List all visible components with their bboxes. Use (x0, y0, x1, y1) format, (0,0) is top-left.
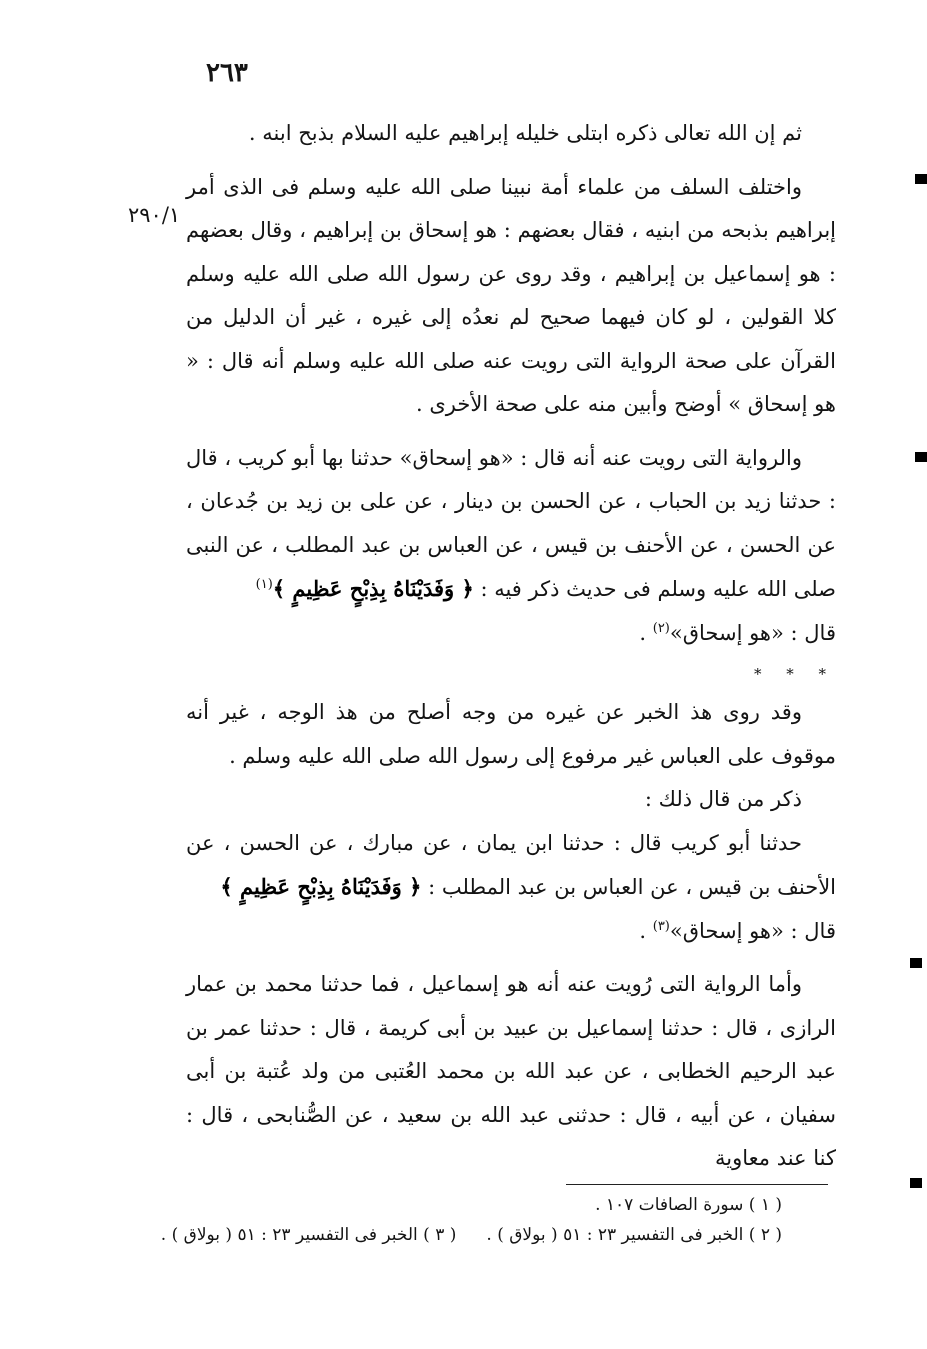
footnote-2: ( ٢ ) الخبر فى التفسير ٢٣ : ٥١ ( بولاق ) . (486, 1225, 782, 1245)
paragraph (186, 822, 836, 954)
edge-mark (910, 958, 922, 968)
section-separator: * * * (753, 665, 836, 683)
quran-verse: ﴿ وَفَدَيْنَاهُ بِذِبْحٍ عَظِيمٍ ﴾ (272, 576, 474, 601)
footnote-marker: (٢) (652, 620, 670, 636)
paragraph: وأما الرواية التى رُويت عنه أنه هو إسماعيل ، فما حدثنا محمد بن عمار الرازى ، قال : حدثنا إسماعيل بن عبيد بن أبى كريمة ، قال : حدثنا عمر بن عبد الرحيم الخطابى ، عن عبد الله بن محمد العُتبى من ولد عُتبة بن أبى سفيان ، عن أبيه ، قال : حدثنى عبد الله بن سعيد ، عن الصُّنابحى ، قال : كنا عند معاوية (186, 972, 836, 1170)
hadith-quote: «هو إسحاق» (669, 620, 784, 645)
quran-verse: ﴿ وَفَدَيْنَاهُ بِذِبْحٍ عَظِيمٍ ﴾ (220, 874, 422, 899)
paragraph: واختلف السلف من علماء أمة نبينا صلى الله عليه وسلم فى الذى أمر إبراهيم بذبحه من ابنيه ، فقال بعضهم : هو إسحاق بن إبراهيم ، وقال بعضهم : هو إسماعيل بن إبراهيم ، وقد روى عن رسول الله صلى الله عليه وسلم كلا القولين ، لو كان فيهما صحيح لم نعدُه إلى غيره ، غير أن الدليل من القرآن على صحة الرواية التى رويت عنه صلى الله عليه وسلم أنه قال : « هو إسحاق » أوضح وأبين منه على صحة الأخرى . (186, 174, 836, 416)
paragraph: وقد روى هذ الخبر عن غيره من وجه أصلح من هذ الوجه ، غير أنه موقوف على العباس غير مرفوع إلى رسول الله صلى الله عليه وسلم . (186, 700, 836, 768)
main-text (186, 112, 836, 1181)
hadith-quote: «هو إسحاق» (669, 918, 784, 943)
paragraph (186, 437, 836, 656)
edge-mark (915, 452, 927, 462)
margin-reference: ٢٩٠/١ (128, 203, 181, 227)
footnote-marker: (١) (255, 577, 273, 592)
qala-prefix: قال : (790, 918, 836, 943)
paragraph-text: حدثنا أبو كريب قال : حدثنا ابن يمان ، عن مبارك ، عن الحسن ، عن الأحنف بن قيس ، عن العباس بن عبد المطلب : (186, 830, 836, 899)
footnote-1: ( ١ ) سورة الصافات ١٠٧ . (595, 1195, 782, 1215)
footnote-divider (566, 1184, 828, 1185)
footnote-3: ( ٣ ) الخبر فى التفسير ٢٣ : ٥١ ( بولاق ) . (160, 1225, 457, 1245)
period: . (639, 620, 647, 645)
paragraph-text: والرواية التى رويت عنه أنه قال : «هو إسحاق» حدثنا بها أبو كريب ، قال : حدثنا زيد بن الحباب ، عن الحسن بن دينار ، عن على بن زيد بن جُدعان ، عن الحسن ، عن الأحنف بن قيس ، عن العباس بن عبد المطلب ، عن النبى صلى الله عليه وسلم فى حديث ذكر فيه : (185, 445, 836, 601)
footnote-marker: (٣) (652, 918, 670, 934)
period: . (639, 918, 647, 943)
page-number: ٢٦٣ (206, 58, 248, 88)
qala-prefix: قال : (790, 620, 836, 645)
footnotes (150, 1190, 782, 1250)
subheading: ذكر من قال ذلك : (644, 787, 802, 811)
edge-mark (910, 1178, 922, 1188)
footnote-row (150, 1220, 782, 1250)
paragraph: ثم إن الله تعالى ذكره ابتلى خليله إبراهيم عليه السلام بذبح ابنه . (248, 121, 802, 145)
edge-mark (915, 174, 927, 184)
